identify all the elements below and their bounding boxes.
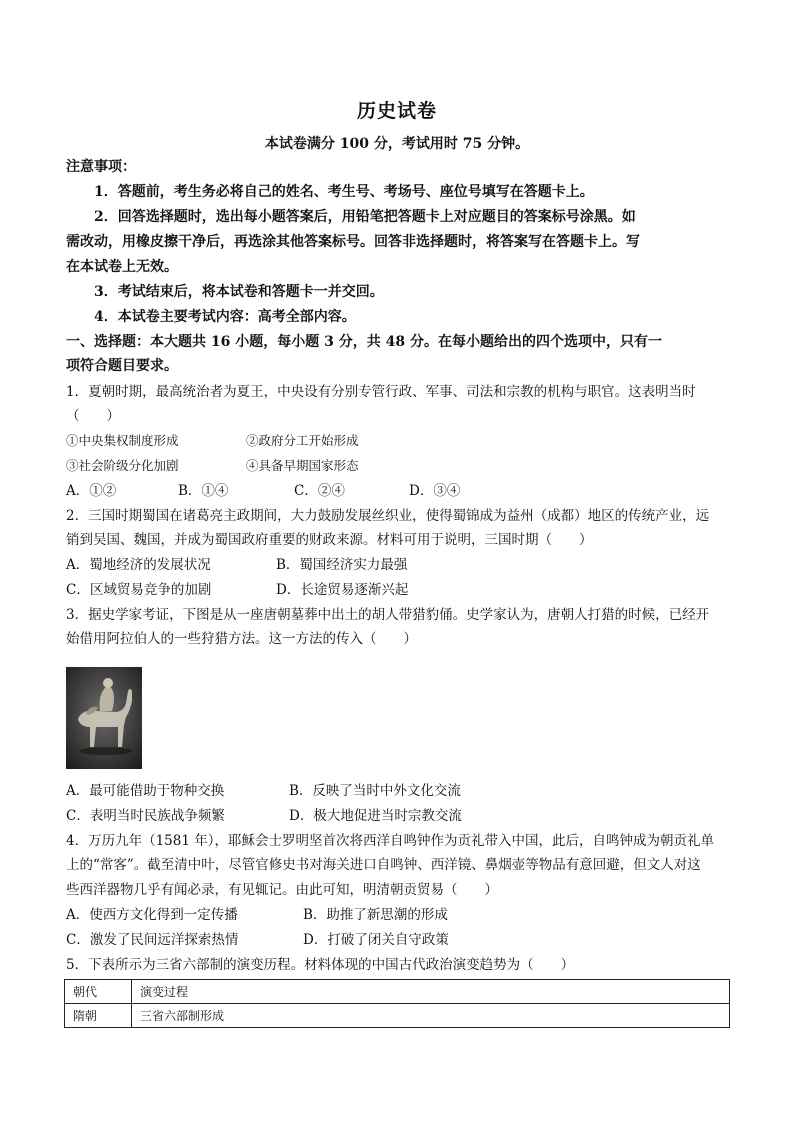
q5-evolution-table <box>64 979 730 1028</box>
q4-option-b: B．助推了新思潮的形成 <box>303 907 448 923</box>
q1-option-d: D．③④ <box>409 483 461 499</box>
table-header-dynasty: 朝代 <box>65 980 132 1004</box>
exam-subtitle: 本试卷满分 100 分，考试用时 75 分钟。 <box>264 136 530 152</box>
table-cell-process: 三省六部制形成 <box>132 1004 730 1028</box>
q4-stem-line-1: 4．万历九年（1581 年），耶稣会士罗明坚首次将西洋自鸣钟作为贡礼带入中国，此后，自鸣钟成为朝贡礼单 <box>66 833 714 849</box>
note-1: 1．答题前，考生务必将自己的姓名、考生号、考场号、座位号填写在答题卡上。 <box>94 184 594 200</box>
page-title: 历史试卷 <box>356 100 437 122</box>
q3-stem-line-1: 3．据史学家考证，下图是从一座唐朝墓葬中出土的胡人带猎豹俑。史学家认为，唐朝人打猎的时候，已经开 <box>66 607 710 623</box>
q2-option-a: A．蜀地经济的发展状况 <box>66 557 211 573</box>
q1-statement-3: ③社会阶级分化加剧 <box>66 458 179 473</box>
note-2-line-1: 2．回答选择题时，选出每小题答案后，用铅笔把答题卡上对应题目的答案标号涂黑。如 <box>94 209 636 225</box>
q4-stem-line-2: 上的“常客”。截至清中叶，尽管官修史书对海关进口自鸣钟、西洋镜、鼻烟壶等物品有意回避，但文人对这 <box>66 857 701 873</box>
q1-stem-line-1: 1．夏朝时期，最高统治者为夏王，中央设有分别专管行政、军事、司法和宗教的机构与职官。这表明当时 <box>66 384 696 400</box>
q2-option-d: D．长途贸易逐渐兴起 <box>276 582 409 598</box>
q3-option-d: D．极大地促进当时宗教交流 <box>289 808 462 824</box>
note-4: 4．本试卷主要考试内容：高考全部内容。 <box>94 309 356 325</box>
q3-option-a: A．最可能借助于物种交换 <box>66 783 225 799</box>
q1-option-c: C．②④ <box>294 483 345 499</box>
q1-stem-line-2: （ ） <box>66 408 120 424</box>
note-3: 3．考试结束后，将本试卷和答题卡一并交回。 <box>94 284 384 300</box>
note-2-line-2: 需改动，用橡皮擦干净后，再选涂其他答案标号。回答非选择题时，将答案写在答题卡上。写 <box>66 234 640 250</box>
table-header-row <box>65 980 730 1004</box>
tang-figurine-photo <box>66 667 142 769</box>
q1-statement-4: ④具备早期国家形态 <box>246 458 359 473</box>
q3-stem-line-2: 始借用阿拉伯人的一些狩猎方法。这一方法的传入（ ） <box>66 631 417 647</box>
table-row <box>65 1004 730 1028</box>
q1-option-a: A．①② <box>66 483 117 499</box>
q2-option-c: C．区域贸易竞争的加剧 <box>66 582 212 598</box>
q5-stem-line-1: 5．下表所示为三省六部制的演变历程。材料体现的中国古代政治演变趋势为（ ） <box>66 957 575 973</box>
q2-option-b: B．蜀国经济实力最强 <box>276 557 408 573</box>
table-cell-dynasty: 隋朝 <box>65 1004 132 1028</box>
q4-option-d: D．打破了闭关自守政策 <box>303 932 449 948</box>
notes-heading: 注意事项： <box>66 159 136 175</box>
q2-stem-line-2: 销到吴国、魏国，并成为蜀国政府重要的财政来源。材料可用于说明，三国时期（ ） <box>66 532 593 548</box>
table-header-process: 演变过程 <box>132 980 730 1004</box>
note-2-line-3: 在本试卷上无效。 <box>66 259 178 275</box>
q1-statement-1: ①中央集权制度形成 <box>66 433 179 448</box>
q1-statement-2: ②政府分工开始形成 <box>246 433 359 448</box>
section-heading-line-1: 一、选择题：本大题共 16 小题，每小题 3 分，共 48 分。在每小题给出的四个选项中，只有一 <box>66 334 662 350</box>
q3-option-c: C．表明当时民族战争频繁 <box>66 808 225 824</box>
q3-option-b: B．反映了当时中外文化交流 <box>289 783 461 799</box>
q4-option-a: A．使西方文化得到一定传播 <box>66 907 238 923</box>
q2-stem-line-1: 2．三国时期蜀国在诸葛亮主政期间，大力鼓励发展丝织业，使得蜀锦成为益州（成都）地区的传统产业，远 <box>66 508 710 524</box>
section-heading-line-2: 项符合题目要求。 <box>66 358 178 374</box>
q4-stem-line-3: 些西洋器物几乎有闻必录，有见辄记。由此可知，明清朝贡贸易（ ） <box>66 882 498 898</box>
q4-option-c: C．激发了民间远洋探索热情 <box>66 932 239 948</box>
q1-option-b: B．①④ <box>178 483 229 499</box>
